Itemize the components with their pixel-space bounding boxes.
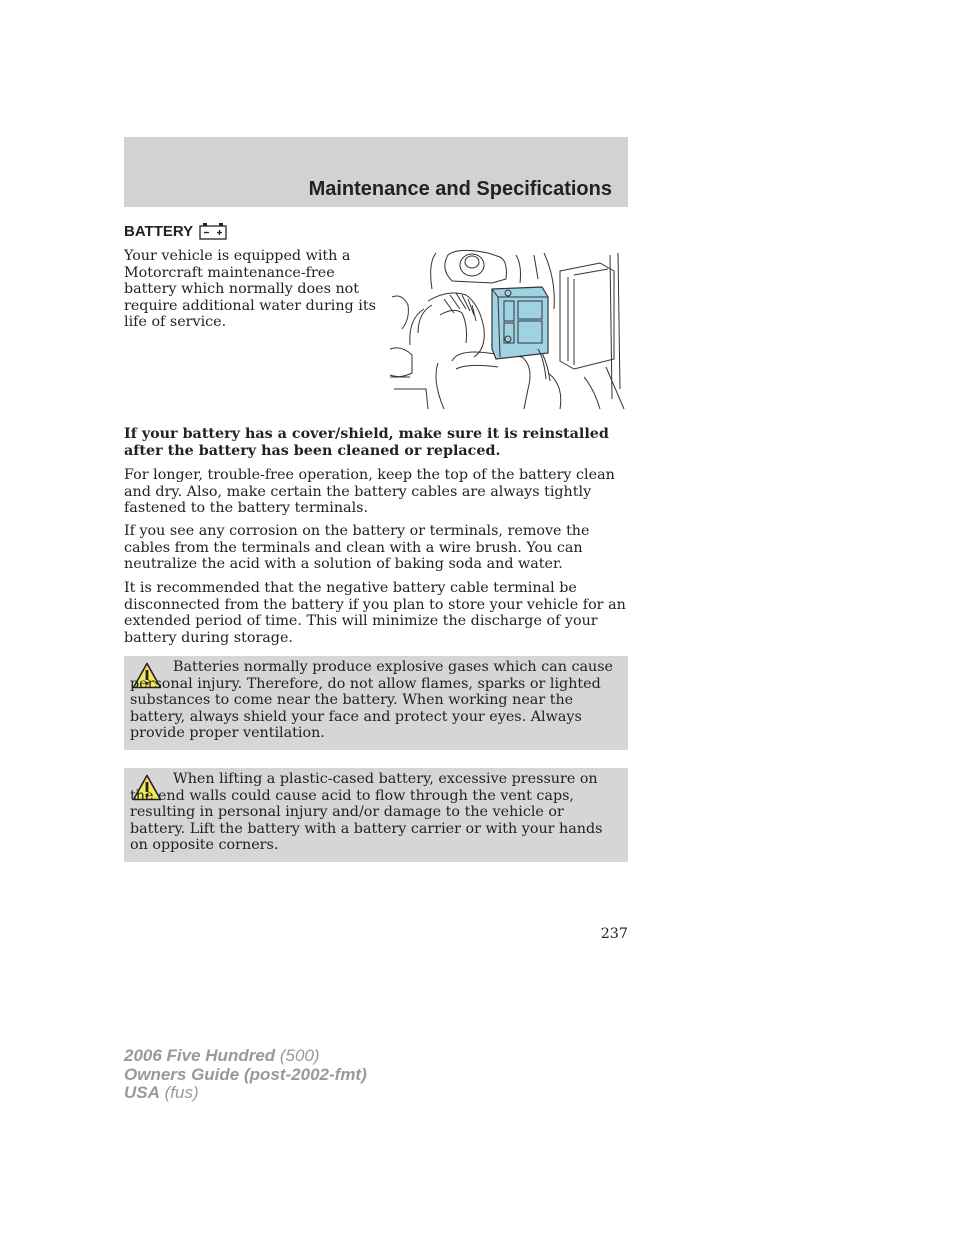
- battery-shape: [492, 287, 550, 381]
- section-title: BATTERY: [124, 222, 194, 240]
- paragraph-storage: It is recommended that the negative battery cable terminal be disconnected from the battery if you plan to store your vehicle for an extended period of time. This will minimize the discharge of your battery during storage.: [124, 580, 626, 646]
- warning-text: Batteries normally produce explosive gases which can cause personal injury. Therefore, do not allow flames, sparks or lighted substances to come near the battery. When working near the battery, always shield your face and protect your eyes. Always provide proper ventilation.: [130, 659, 613, 741]
- page-number: 237: [600, 926, 628, 942]
- warning-box-explosive-gases: [124, 656, 628, 750]
- document-footer: [124, 1047, 367, 1103]
- engine-compartment-illustration: [388, 249, 628, 411]
- section-heading: [124, 222, 227, 240]
- warning-box-lifting-battery: [124, 768, 628, 862]
- footer-line-model: 2006 Five Hundred (500): [124, 1046, 320, 1065]
- footer-line-market: USA (fus): [124, 1083, 199, 1102]
- footer-line-guide: Owners Guide (post-2002-fmt): [124, 1064, 367, 1084]
- header-band: [124, 137, 628, 207]
- battery-icon: [199, 222, 227, 240]
- cover-shield-note: If your battery has a cover/shield, make sure it is reinstalled after the battery has been cleaned or replaced.: [124, 426, 609, 459]
- paragraph-corrosion: If you see any corrosion on the battery or terminals, remove the cables from the terminals and clean with a wire brush. You can neutralize the acid with a solution of baking soda and water.: [124, 523, 590, 572]
- warning-text: When lifting a plastic-cased battery, excessive pressure on the end walls could cause acid to flow through the vent caps, resulting in personal injury and/or damage to the vehicle or battery. Lift the battery with a battery carrier or with your hands on opposite corners.: [130, 771, 603, 853]
- intro-paragraph: Your vehicle is equipped with a Motorcraft maintenance-free battery which normally does not require additional water during its life of service.: [124, 248, 376, 330]
- paragraph-maintenance: For longer, trouble-free operation, keep the top of the battery clean and dry. Also, make certain the battery cables are always tightly fastened to the battery terminals.: [124, 467, 615, 516]
- page-title: Maintenance and Specifications: [308, 178, 612, 200]
